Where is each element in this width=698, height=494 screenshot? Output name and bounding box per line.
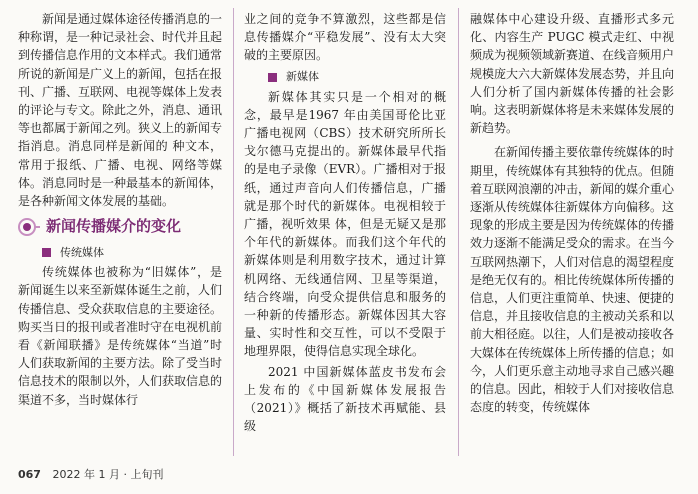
section-title: 新闻传播媒介的变化: [46, 217, 182, 236]
continuation-paragraph: 业之间的竞争不算激烈，这些都是信息传播媒介“平稳发展”、没有太大突破的主要原因。: [244, 12, 446, 63]
subheading-label: 传统媒体: [60, 245, 104, 259]
column-2: [244, 10, 446, 435]
section-heading: [18, 212, 222, 240]
page-number: 067: [18, 468, 41, 481]
continuation-paragraph: 融媒体中心建设升级、直播形式多元化、内容生产 PUGC 模式走红、中视频成为视频领域新赛道、在线音频用户规模庞大六大新媒体发展态势，并且向人们分析了国内新媒体传播的社会影响。这表明新媒体将是未来媒体发展的新趋势。: [470, 12, 675, 136]
bluebook-paragraph: 2021 中国新媒体蓝皮书发布会上发布的《中国新媒体发展报告（2021）》概括了新技术再赋能、县级: [244, 364, 446, 434]
news-definition-paragraph: 新闻是通过媒体途径传播消息的一种称谓，是一种记录社会、时代并且起到传播信息作用的文本样式。我们通常所说的新闻是广义上的新闻，包括在报刊、广播、互联网、电视等媒体上发表的评论与专文。除此之外，消息、通讯等也都属于新闻之列。狭义上的新闻专指消息。消息同样是新闻的 种文本，常用于报纸、广播、电视、网络等媒体。消息同时是一种最基本的新闻体，是各种新闻文体发展的基础。: [18, 12, 223, 209]
new-media-paragraph: 新媒体其实只是一个相对的概念，最早是1967 年由美国哥伦比亚广播电视网（CBS）技术研究所所长戈尔德马克提出的。新媒体最早代指的是电子录像（EVR）。广播相对于报纸，通过声音向人们传播信息，广播就是那个时代的新媒体。电视相较于广播，视听效果 体，但是无疑又是那个年代的新媒体。而我们这个年代的新媒体则是利用数字技术，通过计算机网络、无线通信网、卫星等渠道，结合终端，向受众提供信息和服务的一种新的传播形态。新媒体因其大容量、实时性和交互性，可以不受限于地理界限，使得信息实现全球化。: [244, 89, 446, 359]
column-divider-right: [458, 8, 459, 456]
section-bullet-icon: [18, 217, 40, 235]
media-shift-paragraph: 在新闻传播主要依靠传统媒体的时期里，传统媒体有其独特的优点。但随着互联网浪潮的冲击，新闻的媒介重心逐渐从传统媒体往新媒体方向偏移。这 现象的形成主要是因为传统媒体的传播效力逐渐不能满足受众的需求。在当今互联网热潮下，人们对信息的渴望程度是绝无仅有的。相比传统媒体所传播的信息，人们更注重简单、快速、便捷的信息，并且接收信息的主被动关系和以前大相径庭。以往，人们是被动接收各大媒体在传统媒体上所传播的信息；如今，人们更乐意主动地寻求自己感兴趣的信息。因此，相较于人们对接收信息态度的转变，传统媒体: [470, 145, 675, 415]
column-divider-left: [233, 8, 234, 456]
square-bullet-icon: [268, 73, 277, 82]
traditional-media-paragraph: 传统媒体也被称为“旧媒体”，是新闻诞生以来至新媒体诞生之前，人们传播信息、受众获取信息的主要途径。购买当日的报刊或者准时守在电视机前看《新闻联播》是传统媒体“当道”时人们获取新闻的主要方法。除了受当时信息技术的限制以外，人们获取信息的渠道不多，当时媒体行: [18, 265, 223, 407]
page-footer: [18, 466, 163, 482]
subheading-label: 新媒体: [286, 70, 319, 83]
column-3: [470, 10, 674, 416]
subheading-new-media: [244, 68, 446, 87]
square-bullet-icon: [42, 248, 51, 257]
issue-info: 2022 年 1 月 · 上旬刊: [52, 468, 164, 481]
subheading-traditional-media: [18, 243, 222, 262]
column-1: [18, 10, 222, 409]
